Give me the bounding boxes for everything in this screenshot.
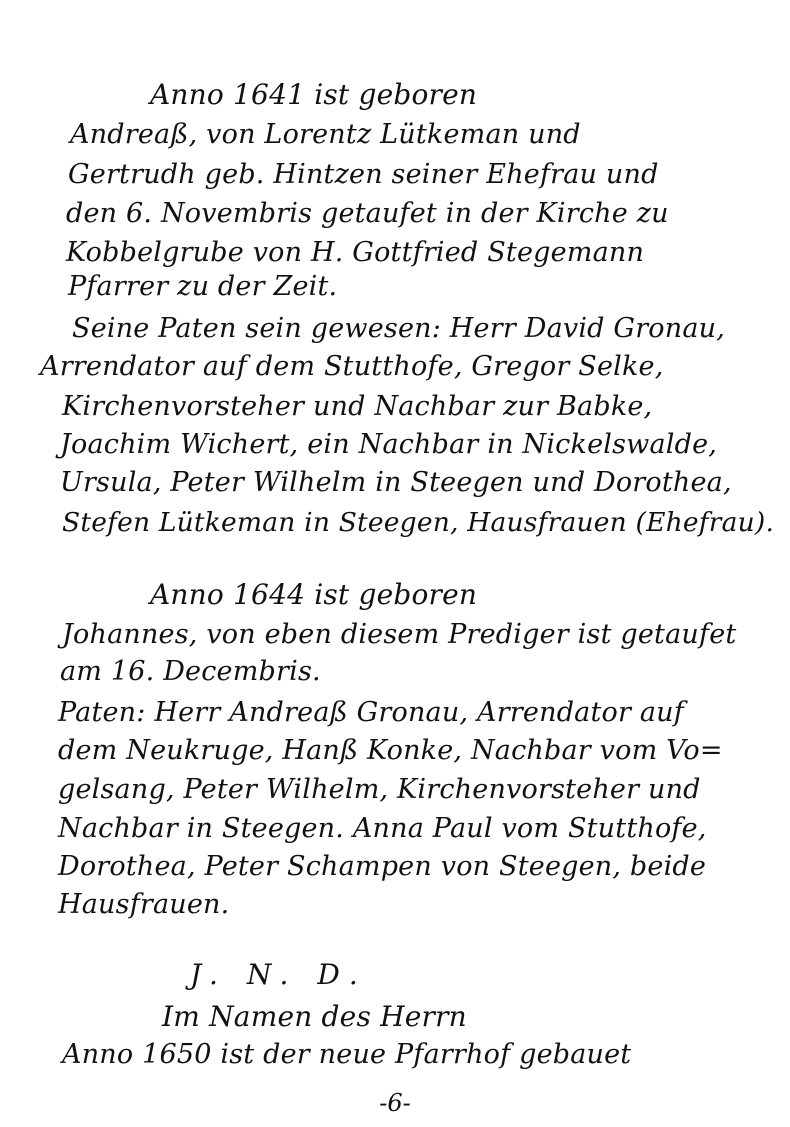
entry1-line-6: Seine Paten sein gewesen: Herr David Gronau, xyxy=(72,313,726,344)
entry2-heading: Anno 1644 ist geboren xyxy=(150,578,478,611)
entry1-line-9: Joachim Wichert, ein Nachbar in Nickelswalde, xyxy=(60,429,718,460)
entry1-heading: Anno 1641 ist geboren xyxy=(150,78,478,111)
entry1-line-7: Arrendator auf dem Stutthofe, Gregor Selke, xyxy=(40,351,664,382)
entry1-line-1: Andreaß, von Lorentz Lütkeman und xyxy=(70,119,581,150)
entry1-line-2: Gertrudh geb. Hintzen seiner Ehefrau und xyxy=(68,159,659,190)
entry2-line-8: Hausfrauen. xyxy=(58,889,230,920)
entry2-line-1: Johannes, von eben diesem Prediger ist getaufet xyxy=(62,619,737,650)
entry1-line-3: den 6. Novembris getaufet in der Kirche zu xyxy=(66,198,669,229)
entry2-line-5: gelsang, Peter Wilhelm, Kirchenvorsteher und xyxy=(58,774,701,805)
entry3-line: Anno 1650 ist der neue Pfarrhof gebauet xyxy=(62,1039,632,1070)
entry2-line-7: Dorothea, Peter Schampen von Steegen, beide xyxy=(58,851,707,882)
entry2-line-4: dem Neukruge, Hanß Konke, Nachbar vom Vo= xyxy=(58,735,723,766)
monogram: J. N. D. xyxy=(190,958,368,991)
entry1-line-5: Pfarrer zu der Zeit. xyxy=(68,271,338,302)
entry1-line-11: Stefen Lütkeman in Steegen, Hausfrauen (Ehefrau). xyxy=(62,507,775,538)
entry2-line-3: Paten: Herr Andreaß Gronau, Arrendator auf xyxy=(58,697,684,728)
invocation: Im Namen des Herrn xyxy=(162,1000,467,1033)
entry1-line-10: Ursula, Peter Wilhelm in Steegen und Dorothea, xyxy=(60,467,732,498)
entry2-line-2: am 16. Decembris. xyxy=(60,656,321,687)
entry1-line-8: Kirchenvorsteher und Nachbar zur Babke, xyxy=(62,391,653,422)
page-number: -6- xyxy=(379,1089,411,1117)
entry1-line-4: Kobbelgrube von H. Gottfried Stegemann xyxy=(66,237,645,268)
entry2-line-6: Nachbar in Steegen. Anna Paul vom Stutthofe, xyxy=(58,813,707,844)
